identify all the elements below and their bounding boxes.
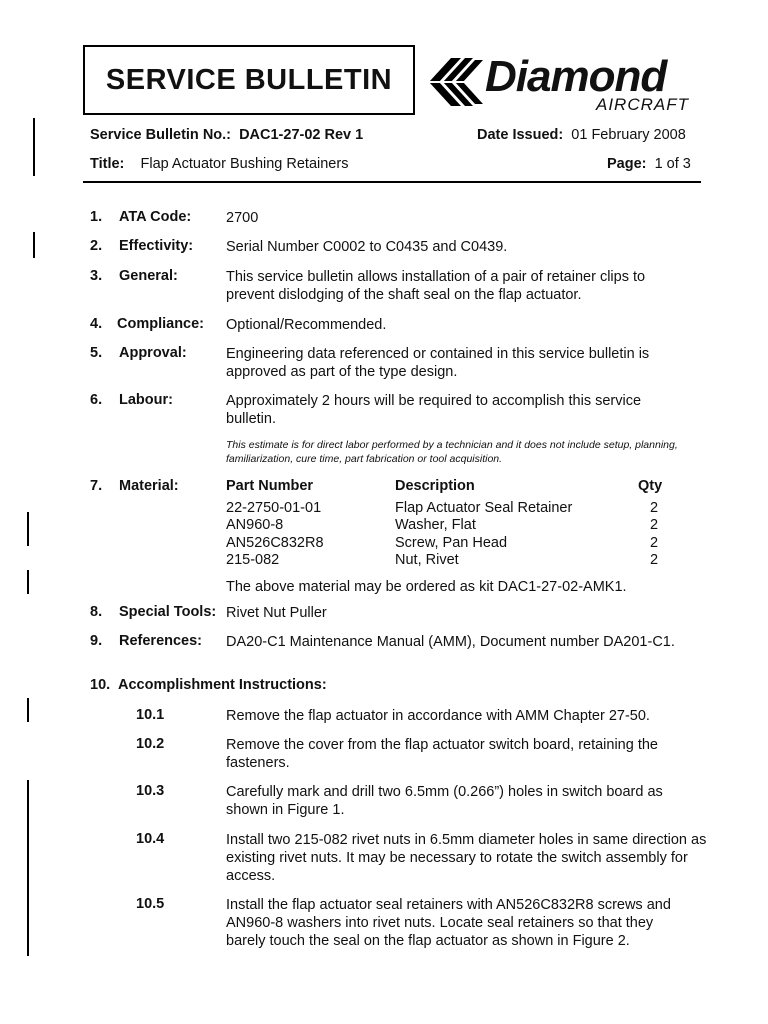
section-number: 4. bbox=[90, 316, 103, 332]
date-issued-value: 01 February 2008 bbox=[571, 127, 686, 143]
material-qty: 2 bbox=[650, 552, 659, 568]
page-indicator bbox=[607, 156, 691, 172]
section-text: Optional/Recommended. bbox=[226, 317, 387, 333]
instruction-number: 10.5 bbox=[136, 896, 165, 912]
revision-bar bbox=[33, 118, 35, 176]
section-number: 9. bbox=[90, 633, 103, 649]
section-text: Serial Number C0002 to C0435 and C0439. bbox=[226, 239, 508, 255]
section-number: 2. bbox=[90, 238, 103, 254]
material-qty: 2 bbox=[650, 500, 659, 516]
section-number: 7. bbox=[90, 478, 103, 494]
doc-title-label: Title: bbox=[90, 156, 125, 172]
date-issued-label: Date Issued: bbox=[477, 127, 564, 143]
logo-wordmark: Diamond bbox=[485, 52, 667, 101]
material-header-qty: Qty bbox=[638, 478, 663, 494]
instruction-text: Remove the cover from the flap actuator switch board, retaining the fasteners. bbox=[226, 737, 658, 771]
material-part: 215-082 bbox=[226, 552, 280, 568]
revision-bar bbox=[27, 512, 29, 546]
section-text: Engineering data referenced or contained in this service bulletin is approved as part of the type design. bbox=[226, 346, 650, 380]
material-part: AN526C832R8 bbox=[226, 535, 324, 551]
section-label: Effectivity: bbox=[119, 238, 194, 254]
section-label: Special Tools: bbox=[119, 604, 217, 620]
material-part: 22-2750-01-01 bbox=[226, 500, 322, 516]
section-label: Compliance: bbox=[117, 316, 205, 332]
section-text: Rivet Nut Puller bbox=[226, 605, 327, 621]
diamond-logo bbox=[425, 52, 700, 122]
section-text: Approximately 2 hours will be required to accomplish this service bulletin. bbox=[226, 393, 642, 427]
section-number: 6. bbox=[90, 392, 103, 408]
section-text: 2700 bbox=[226, 210, 259, 226]
page-label: Page: bbox=[607, 156, 647, 172]
revision-bar bbox=[27, 698, 29, 722]
revision-bar bbox=[27, 570, 29, 594]
section-text: DA20-C1 Maintenance Manual (AMM), Document number DA201-C1. bbox=[226, 634, 675, 650]
material-qty: 2 bbox=[650, 535, 659, 551]
material-header-desc: Description bbox=[395, 478, 475, 494]
material-qty: 2 bbox=[650, 517, 659, 533]
section-label: Labour: bbox=[119, 392, 173, 408]
bulletin-title-box bbox=[83, 45, 415, 115]
instruction-number: 10.2 bbox=[136, 736, 165, 752]
section-number: 3. bbox=[90, 268, 103, 284]
section-label: Approval: bbox=[119, 345, 187, 361]
header-divider bbox=[83, 181, 701, 183]
material-desc: Flap Actuator Seal Retainer bbox=[395, 500, 573, 516]
section-number: 8. bbox=[90, 604, 103, 620]
material-desc: Screw, Pan Head bbox=[395, 535, 508, 551]
sb-number-label: Service Bulletin No.: bbox=[90, 127, 232, 143]
material-desc: Washer, Flat bbox=[395, 517, 476, 533]
instruction-number: 10.1 bbox=[136, 707, 165, 723]
doc-title-value: Flap Actuator Bushing Retainers bbox=[140, 156, 349, 172]
diamond-logo-mark-icon bbox=[425, 54, 489, 110]
section-number: 10. bbox=[90, 677, 111, 693]
instruction-text: Install two 215-082 rivet nuts in 6.5mm diameter holes in same direction as existing rivet nuts. It may be necessary to rotate the switch assembly for access. bbox=[226, 832, 707, 884]
section-label: Material: bbox=[119, 478, 179, 494]
section-text: This service bulletin allows installation of a pair of retainer clips to prevent dislodging of the shaft seal on the flap actuator. bbox=[226, 269, 646, 303]
section-label: References: bbox=[119, 633, 203, 649]
section-label: ATA Code: bbox=[119, 209, 192, 225]
doc-title bbox=[90, 156, 348, 172]
revision-bar bbox=[27, 780, 29, 956]
section-number: 1. bbox=[90, 209, 103, 225]
bulletin-title: SERVICE BULLETIN bbox=[105, 63, 393, 96]
kit-note: The above material may be ordered as kit DAC1-27-02-AMK1. bbox=[226, 579, 627, 595]
revision-bar bbox=[33, 232, 35, 258]
instruction-number: 10.4 bbox=[136, 831, 165, 847]
instruction-text: Install the flap actuator seal retainers with AN526C832R8 screws and AN960-8 washers into rivet nuts. Locate seal retainers so that they barely touch the seal on the flap actuator as shown in Figure 2. bbox=[226, 897, 671, 949]
sb-number-value: DAC1-27-02 Rev 1 bbox=[239, 127, 364, 143]
section-number: 5. bbox=[90, 345, 103, 361]
section-label: Accomplishment Instructions: bbox=[118, 677, 327, 693]
page-value: 1 of 3 bbox=[654, 156, 691, 172]
section-label: General: bbox=[119, 268, 178, 284]
date-issued bbox=[477, 127, 686, 143]
material-part: AN960-8 bbox=[226, 517, 284, 533]
logo-subtitle: AIRCRAFT bbox=[596, 95, 689, 114]
instruction-text: Remove the flap actuator in accordance with AMM Chapter 27-50. bbox=[226, 708, 650, 724]
instruction-text: Carefully mark and drill two 6.5mm (0.266”) holes in switch board as shown in Figure 1. bbox=[226, 784, 663, 818]
material-header-part: Part Number bbox=[226, 478, 314, 494]
instruction-number: 10.3 bbox=[136, 783, 165, 799]
labour-note: This estimate is for direct labor performed by a technician and it does not include setup, planning, familiarization, cure time, part fabrication or tool acquisition. bbox=[226, 439, 678, 465]
material-desc: Nut, Rivet bbox=[395, 552, 459, 568]
sb-number bbox=[90, 127, 363, 143]
